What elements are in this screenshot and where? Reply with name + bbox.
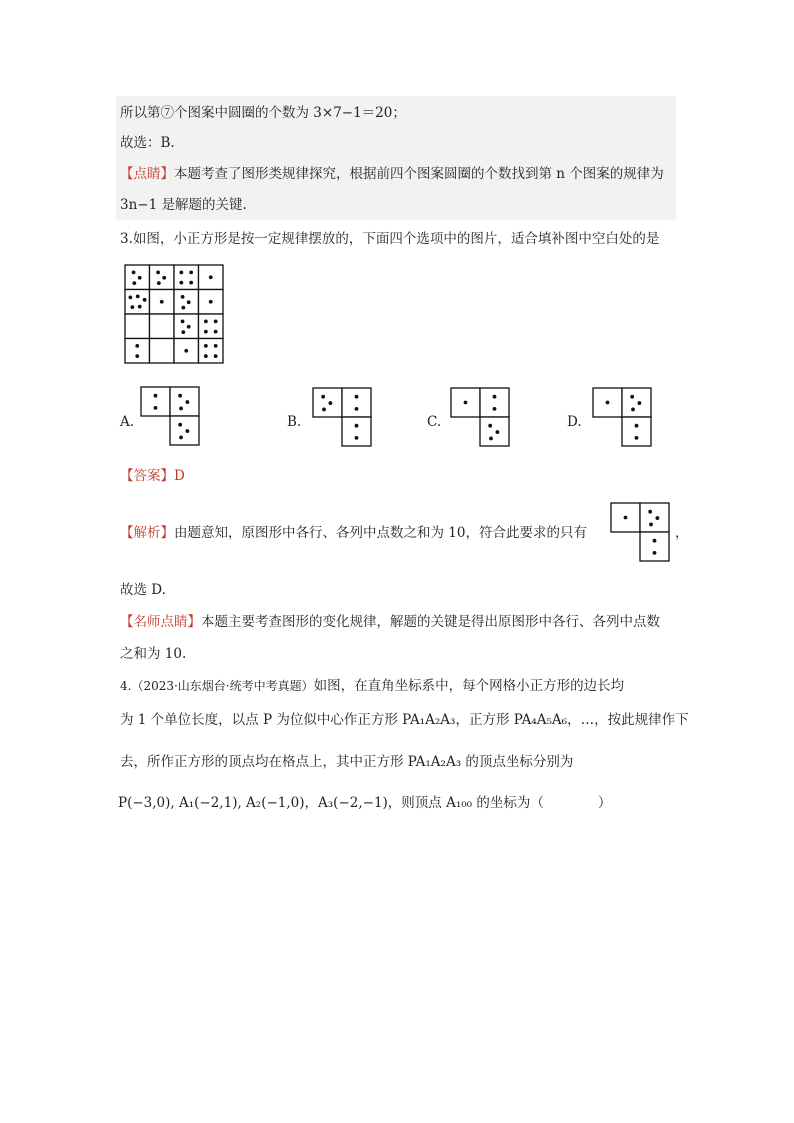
option-cell-top-left bbox=[141, 387, 170, 416]
answer-value: D bbox=[174, 468, 185, 484]
dot bbox=[214, 319, 218, 323]
option-d-figure bbox=[593, 388, 655, 450]
option-c-figure bbox=[451, 388, 513, 450]
dot bbox=[156, 270, 160, 274]
dot bbox=[138, 276, 142, 280]
option-b-figure bbox=[313, 388, 375, 450]
dot bbox=[179, 407, 183, 411]
dot bbox=[128, 295, 132, 299]
dot bbox=[321, 395, 325, 399]
master-tip-line-2: 之和为 10. bbox=[120, 646, 187, 662]
dot bbox=[638, 401, 642, 405]
analysis-figure bbox=[611, 503, 671, 563]
analysis-tag: 【解析】 bbox=[120, 525, 174, 541]
dot bbox=[181, 330, 185, 334]
solution-line-4: 3n−1 是解题的关键. bbox=[120, 197, 247, 213]
dot bbox=[181, 295, 185, 299]
dot bbox=[179, 436, 183, 440]
dot bbox=[162, 276, 166, 280]
dot bbox=[132, 270, 136, 274]
dot bbox=[488, 424, 492, 428]
grid-cell bbox=[150, 314, 175, 339]
dot bbox=[189, 281, 193, 285]
dot bbox=[355, 407, 359, 411]
dot bbox=[355, 395, 359, 399]
dot bbox=[204, 319, 208, 323]
dot bbox=[178, 394, 182, 398]
q4-source: 4.（2023·山东烟台·统考中考真题） bbox=[120, 679, 314, 693]
answer-tag: 【答案】 bbox=[120, 468, 174, 484]
dot bbox=[135, 344, 139, 348]
dot bbox=[186, 429, 190, 433]
grid-cell bbox=[150, 339, 175, 364]
option-cell-bottom-right bbox=[640, 532, 669, 561]
analysis-line bbox=[120, 523, 587, 543]
dot bbox=[204, 354, 208, 358]
grid-cell bbox=[125, 339, 150, 364]
dot bbox=[648, 510, 652, 514]
dot bbox=[606, 401, 610, 405]
grid-cell bbox=[174, 314, 199, 339]
dot bbox=[132, 281, 136, 285]
dot bbox=[214, 330, 218, 334]
dot bbox=[181, 306, 185, 310]
option-cell-top-right bbox=[170, 387, 199, 416]
option-cell-top-right bbox=[342, 388, 371, 417]
dot bbox=[178, 423, 182, 427]
option-cell-bottom-right bbox=[170, 416, 199, 445]
dot bbox=[631, 408, 635, 412]
dot bbox=[624, 516, 628, 520]
dot bbox=[322, 408, 326, 412]
q4-text: 如图，在直角坐标系中，每个网格小正方形的边长均 bbox=[313, 678, 625, 694]
analysis-end: ， bbox=[675, 525, 689, 541]
dot bbox=[656, 516, 660, 520]
solution-line-1: 所以第⑦个图案中圆圈的个数为 3×7−1＝20； bbox=[120, 105, 406, 121]
dot bbox=[493, 407, 497, 411]
dot bbox=[653, 551, 657, 555]
q4-line-4: P(−3,0), A₁(−2,1), A₂(−1,0)，A₃(−2,−1)，则顶点 A₁₀₀ 的坐标为（ ） bbox=[118, 795, 612, 811]
tip-tag: 【点睛】 bbox=[120, 166, 174, 182]
grid-cell bbox=[125, 314, 150, 339]
option-cell-top-right bbox=[640, 503, 669, 532]
dot bbox=[329, 401, 333, 405]
dot bbox=[355, 436, 359, 440]
dot bbox=[209, 275, 213, 279]
dot bbox=[635, 424, 639, 428]
dot bbox=[138, 305, 142, 309]
option-cell-bottom-right bbox=[622, 417, 651, 446]
grid-cell bbox=[199, 339, 224, 364]
dot bbox=[653, 539, 657, 543]
dot bbox=[179, 281, 183, 285]
q4-line-3: 去，所作正方形的顶点均在格点上，其中正方形 PA₁A₂A₃ 的顶点坐标分别为 bbox=[120, 754, 574, 770]
dot bbox=[214, 344, 218, 348]
dot bbox=[355, 424, 359, 428]
dot bbox=[214, 354, 218, 358]
dot bbox=[136, 294, 140, 298]
option-cell-top-left bbox=[313, 388, 342, 417]
dot bbox=[209, 300, 213, 304]
dot bbox=[181, 319, 185, 323]
dot bbox=[184, 349, 188, 353]
dot bbox=[143, 298, 147, 302]
master-tip-tag: 【名师点睛】 bbox=[120, 614, 201, 630]
option-b-label: B. bbox=[287, 414, 302, 430]
option-cell-bottom-right bbox=[480, 417, 509, 446]
grid-cell bbox=[199, 314, 224, 339]
dot bbox=[649, 523, 653, 527]
dot bbox=[157, 281, 161, 285]
option-a-figure bbox=[141, 387, 203, 449]
dot bbox=[130, 305, 134, 309]
dot bbox=[204, 344, 208, 348]
conclusion-line: 故选 D. bbox=[120, 582, 166, 598]
dot bbox=[464, 401, 468, 405]
dot bbox=[493, 395, 497, 399]
grid-cell bbox=[174, 290, 199, 315]
option-cell-top-right bbox=[480, 388, 509, 417]
option-a-label: A. bbox=[120, 414, 135, 430]
option-d-label: D. bbox=[567, 414, 582, 430]
solution-tip bbox=[120, 164, 664, 184]
dot bbox=[189, 270, 193, 274]
tip-text: 本题考查了图形类规律探究，根据前四个图案圆圈的个数找到第 n 个图案的规律为 bbox=[174, 166, 664, 182]
answer-line bbox=[120, 466, 185, 486]
q4-line-1 bbox=[120, 676, 624, 696]
dot bbox=[635, 436, 639, 440]
dot-grid-figure bbox=[125, 265, 225, 365]
grid-cell bbox=[125, 265, 150, 290]
dot bbox=[496, 430, 500, 434]
option-c-label: C. bbox=[427, 414, 442, 430]
grid-cell bbox=[125, 290, 150, 315]
solution-line-2: 故选：B. bbox=[120, 135, 175, 151]
analysis-text: 由题意知，原图形中各行、各列中点数之和为 10，符合此要求的只有 bbox=[174, 525, 587, 541]
master-tip bbox=[120, 612, 660, 632]
grid-cell bbox=[150, 265, 175, 290]
dot bbox=[204, 330, 208, 334]
dot bbox=[154, 406, 158, 410]
q4-line-2: 为 1 个单位长度，以点 P 为位似中心作正方形 PA₁A₂A₃，正方形 PA₄A₅A₆，…，按此规律作下 bbox=[120, 712, 689, 728]
dot bbox=[186, 400, 190, 404]
option-cell-top-right bbox=[622, 388, 651, 417]
grid-cell bbox=[174, 265, 199, 290]
dot bbox=[187, 300, 191, 304]
dot bbox=[154, 394, 158, 398]
dot bbox=[630, 395, 634, 399]
dot bbox=[160, 300, 164, 304]
dot bbox=[179, 270, 183, 274]
option-cell-bottom-right bbox=[342, 417, 371, 446]
master-tip-text: 本题主要考查图形的变化规律，解题的关键是得出原图形中各行、各列中点数 bbox=[201, 614, 660, 630]
dot bbox=[135, 354, 139, 358]
q3-stem: 3.如图，小正方形是按一定规律摆放的，下面四个选项中的图片，适合填补图中空白处的是 bbox=[120, 231, 660, 247]
dot bbox=[187, 325, 191, 329]
dot bbox=[489, 437, 493, 441]
